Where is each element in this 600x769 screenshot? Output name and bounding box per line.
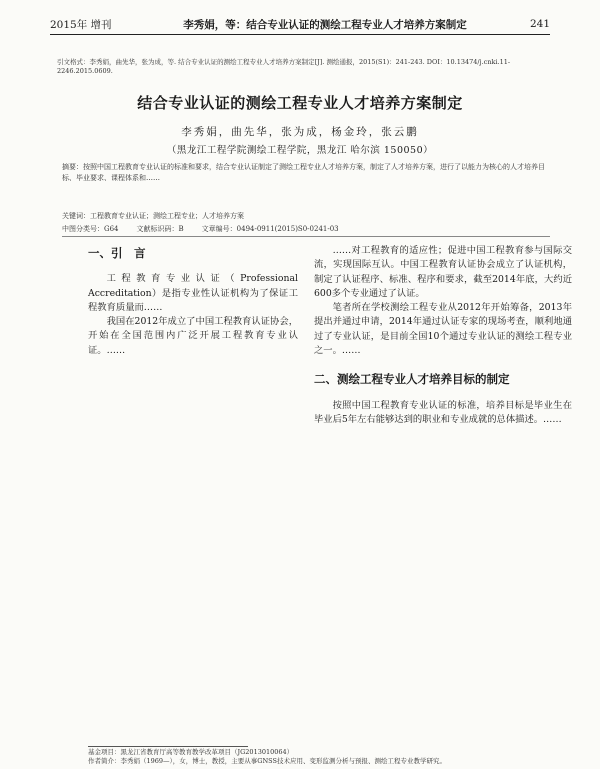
right-column xyxy=(314,244,572,427)
author-bio: 作者简介：李秀娟（1969—），女，博士，教授，主要从事GNSS技术应用、变形监测分析与预报、测绘工程专业教学研究。 xyxy=(88,757,446,765)
running-header xyxy=(50,14,550,35)
left-column xyxy=(88,232,298,358)
paragraph: 按照中国工程教育专业认证的标准，培养目标是毕业生在毕业后5年左右能够达到的职业和专业成就的总体描述。…… xyxy=(314,399,572,425)
abstract: 摘要：按照中国工程教育专业认证的标准和要求，结合专业认证制定了测绘工程专业人才培养方案，制定了人才培养方案，进行了以能力为核心的人才培养目标、毕业要求、课程体系和…… xyxy=(62,163,545,182)
section-heading-introduction: 一、引 言 xyxy=(88,246,146,260)
keywords: 关键词：工程教育专业认证；测绘工程专业；人才培养方案 xyxy=(62,212,244,220)
affiliation: （黑龙江工程学院测绘工程学院，黑龙江 哈尔滨 150050） xyxy=(166,145,434,156)
running-title: 李秀娟，等：结合专业认证的测绘工程专业人才培养方案制定 xyxy=(183,18,467,31)
paragraph: ……对工程教育的适应性；促进中国工程教育参与国际交流，实现国际互认。中国工程教育认证协会成立了认证机构，制定了认证程序、标准、程序和要求，截至2014年底，大约近600多个专业通过了认证。 xyxy=(314,245,572,299)
paragraph: 工程教育专业认证（Professional Accreditation）是指专业性认证机构为了保证工程教育质量而…… xyxy=(88,273,298,313)
funding-note: 基金项目：黑龙江省教育厅高等教育教学改革项目（JG2013010064） xyxy=(88,748,294,756)
clc-number: 中图分类号：G64 xyxy=(62,225,119,233)
document-code: 文献标识码：B xyxy=(136,225,184,233)
article-number: 文章编号：0494-0911(2015)S0-0241-03 xyxy=(201,225,339,233)
citation-format: 引文格式：李秀娟，曲先华，张为成，等. 结合专业认证的测绘工程专业人才培养方案制定[J]. 测绘通报，2015(S1)：241-243. DOI：10.13474/j.cnki.11-2246.2015.0609. xyxy=(57,58,511,75)
footnote-divider xyxy=(88,746,248,747)
footnote xyxy=(88,748,560,766)
paragraph: 我国在2012年成立了中国工程教育认证协会，开始在全国范围内广泛开展工程教育专业认证。…… xyxy=(88,316,298,356)
author-list: 李秀娟，曲先华，张为成，杨金玲，张云鹏 xyxy=(181,126,419,138)
page-number: 241 xyxy=(529,18,550,30)
paragraph: 笔者所在学校测绘工程专业从2012年开始筹备，2013年提出并通过申请，2014年通过认证专家的现场考查，顺利地通过了专业认证，是目前全国10个通过专业认证的测绘工程专业之一。…… xyxy=(314,302,572,357)
section-heading-goals: 二、测绘工程专业人才培养目标的制定 xyxy=(314,372,510,387)
paper-title: 结合专业认证的测绘工程专业人才培养方案制定 xyxy=(137,94,463,112)
journal-issue: 2015年 增刊 xyxy=(50,18,112,31)
